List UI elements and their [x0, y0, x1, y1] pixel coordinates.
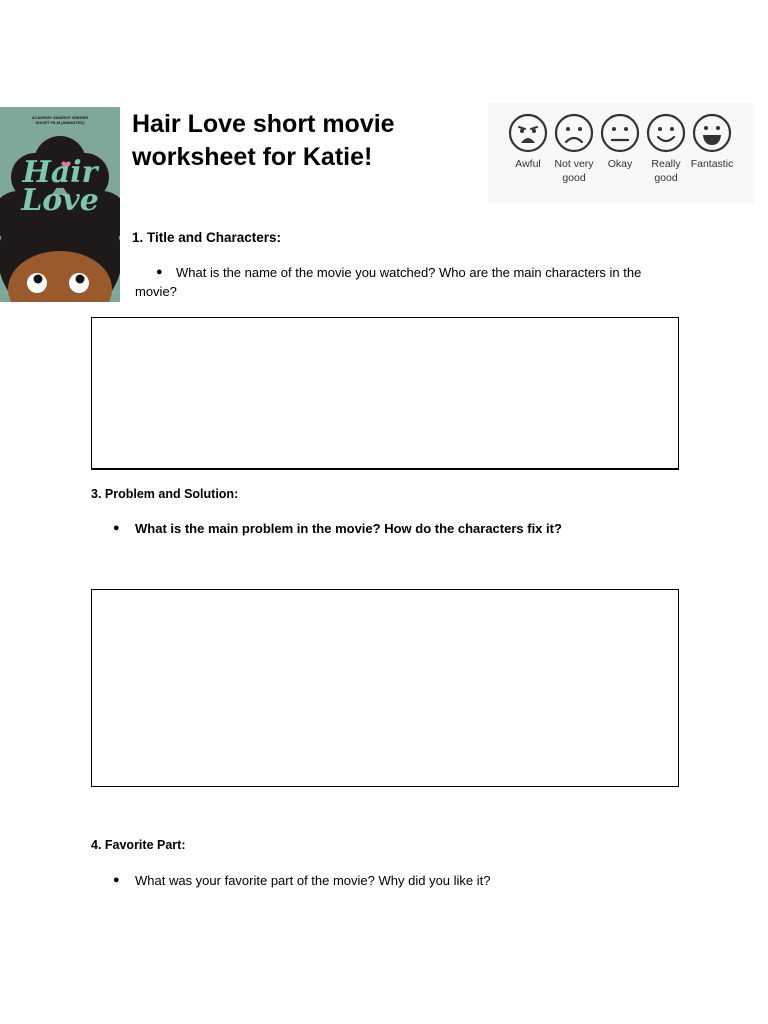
section-3-bullet: ●	[113, 522, 120, 534]
rating-fantastic	[685, 113, 739, 171]
section-1-question-line2: movie?	[135, 284, 177, 299]
page-title-line2: worksheet for Katie!	[132, 143, 373, 171]
section-1-question-line1: What is the name of the movie you watched? Who are the main characters in the	[176, 265, 642, 280]
poster-title-word1: Hair	[22, 155, 98, 190]
poster-award	[0, 115, 120, 125]
page-title-line1: Hair Love short movie	[132, 110, 395, 138]
grin-face-icon	[692, 113, 732, 153]
rating-awful-label-1: Awful	[515, 158, 541, 170]
poster-award-line1: ACADEMY AWARD® WINNER	[31, 115, 89, 120]
awful-face-icon	[508, 113, 548, 153]
rating-fantastic-label-1: Fantastic	[690, 158, 734, 170]
rating-okay-label-1: Okay	[607, 158, 633, 170]
section-4-bullet: ●	[113, 874, 120, 886]
movie-poster	[0, 107, 120, 302]
page-title	[132, 108, 452, 174]
poster-title-word2: Love	[21, 183, 99, 218]
section-4-heading: 4. Favorite Part:	[91, 838, 186, 852]
section-1-bullet: ●	[156, 266, 163, 278]
poster-award-line2: SHORT FILM (ANIMATED)	[35, 120, 85, 125]
rating-scale	[488, 103, 754, 203]
rating-really-good-label-2: good	[654, 172, 678, 184]
neutral-face-icon	[600, 113, 640, 153]
section-1-heading: 1. Title and Characters:	[132, 230, 282, 245]
section-3-question: What is the main problem in the movie? How do the characters fix it?	[135, 521, 562, 536]
poster-title	[10, 155, 110, 218]
rating-not-very-good-label-1: Not very	[554, 158, 594, 170]
section-1-answer-box[interactable]	[91, 317, 679, 470]
rating-really-good-label-1: Really	[651, 158, 681, 170]
section-3-answer-box[interactable]	[91, 589, 679, 787]
rating-not-very-good-label-2: good	[562, 172, 586, 184]
smile-face-icon	[646, 113, 686, 153]
section-3-heading: 3. Problem and Solution:	[91, 487, 239, 501]
sad-face-icon	[554, 113, 594, 153]
section-4-question: What was your favorite part of the movie? Why did you like it?	[135, 873, 491, 888]
